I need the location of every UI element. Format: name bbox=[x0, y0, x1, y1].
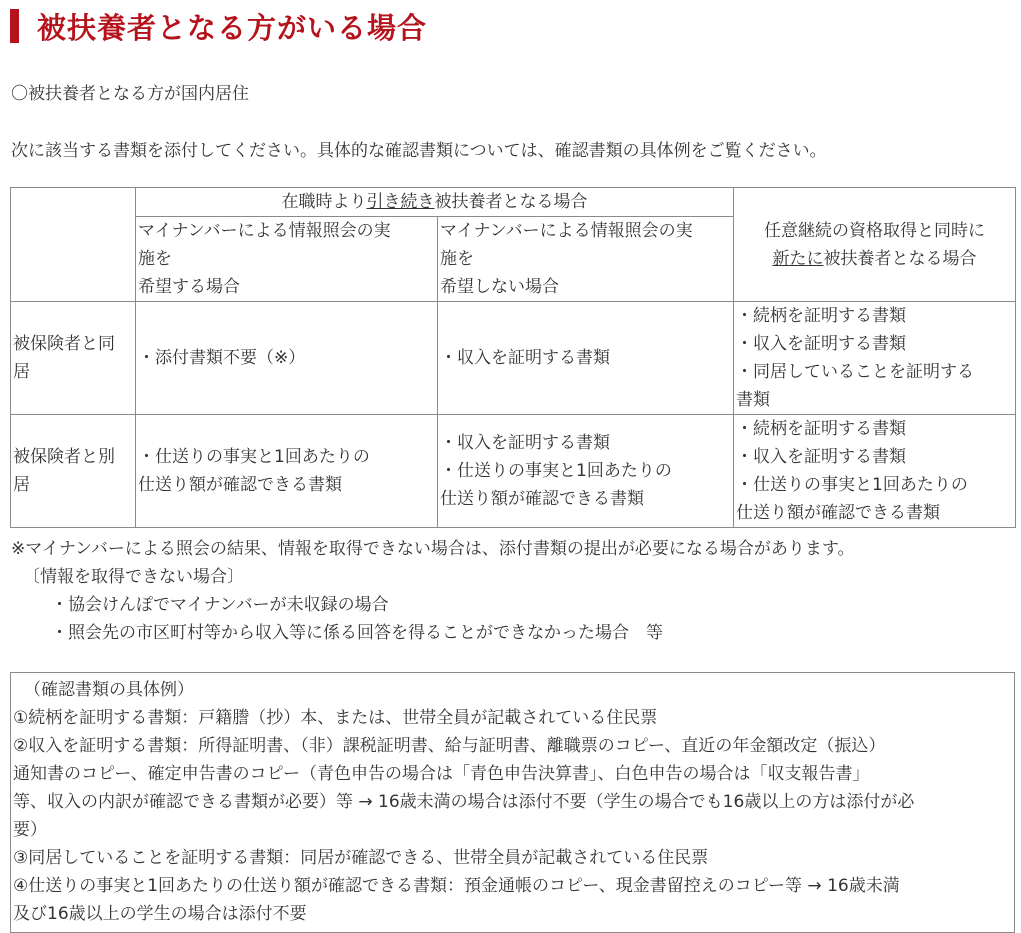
cell-cohabiting-mynumber-yes: ・添付書類不要（※） bbox=[136, 302, 438, 415]
table-header-row-1 bbox=[11, 188, 1016, 217]
examples-title: （確認書類の具体例） bbox=[24, 680, 194, 700]
heading-accent-bar bbox=[10, 9, 19, 43]
table-row-separate bbox=[11, 415, 1016, 528]
subheading-domestic: 〇被扶養者となる方が国内居住 bbox=[11, 84, 249, 104]
intro-text: 次に該当する書類を添付してください。具体的な確認書類については、確認書類の具体例をご覧ください。 bbox=[11, 141, 827, 161]
underlined-aratani: 新たに bbox=[772, 248, 824, 269]
row-label-separate: 被保険者と別 居 bbox=[11, 415, 136, 528]
example-line: ④仕送りの事実と1回あたりの仕送り額が確認できる書類：預金通帳のコピー、現金書留控えのコピー等 → 16歳未満 bbox=[13, 876, 900, 896]
footnote-item: ・照会先の市区町村等から収入等に係る回答を得ることができなかった場合 等 bbox=[51, 623, 663, 643]
cell-cohabiting-new: ・続柄を証明する書類 ・収入を証明する書類 ・同居していることを証明する 書類 bbox=[734, 302, 1016, 415]
section-title: 被扶養者となる方がいる場合 bbox=[37, 10, 428, 45]
example-line: ②収入を証明する書類：所得証明書、（非）課税証明書、給与証明書、離職票のコピー、直近の年金額改定（振込） bbox=[13, 736, 886, 756]
header-mynumber-no: マイナンバーによる情報照会の実 施を 希望しない場合 bbox=[438, 217, 734, 302]
table-row-cohabiting bbox=[11, 302, 1016, 415]
cell-cohabiting-mynumber-no: ・収入を証明する書類 bbox=[438, 302, 734, 415]
example-line: 及び16歳以上の学生の場合は添付不要 bbox=[13, 904, 307, 924]
footnote-subheading: 〔情報を取得できない場合〕 bbox=[23, 567, 244, 587]
example-line: 通知書のコピー、確定申告書のコピー（青色申告の場合は「青色申告決算書」、白色申告の場合は「収支報告書」 bbox=[13, 764, 870, 784]
header-new-dependent: 任意継続の資格取得と同時に 新たに被扶養者となる場合 bbox=[734, 188, 1016, 302]
example-line: ①続柄を証明する書類：戸籍謄（抄）本、または、世帯全員が記載されている住民票 bbox=[13, 708, 658, 728]
header-empty-cell bbox=[11, 188, 136, 302]
header-continuing: 在職時より引き続き被扶養者となる場合 bbox=[136, 188, 734, 217]
footnote-main: ※マイナンバーによる照会の結果、情報を取得できない場合は、添付書類の提出が必要になる場合があります。 bbox=[11, 539, 855, 559]
footnote-item: ・協会けんぽでマイナンバーが未収録の場合 bbox=[51, 595, 389, 615]
section-heading bbox=[10, 8, 427, 44]
footnote-block bbox=[11, 535, 855, 647]
underlined-hikitsuzuki: 引き続き bbox=[366, 192, 435, 212]
example-line: ③同居していることを証明する書類：同居が確認できる、世帯全員が記載されている住民票 bbox=[13, 848, 709, 868]
document-examples-box bbox=[10, 672, 1015, 933]
required-documents-table bbox=[10, 187, 1016, 528]
header-mynumber-yes: マイナンバーによる情報照会の実 施を 希望する場合 bbox=[136, 217, 438, 302]
row-label-cohabiting: 被保険者と同 居 bbox=[11, 302, 136, 415]
cell-separate-mynumber-yes: ・仕送りの事実と1回あたりの 仕送り額が確認できる書類 bbox=[136, 415, 438, 528]
cell-separate-new: ・続柄を証明する書類 ・収入を証明する書類 ・仕送りの事実と1回あたりの 仕送り額が確認できる書類 bbox=[734, 415, 1016, 528]
cell-separate-mynumber-no: ・収入を証明する書類 ・仕送りの事実と1回あたりの 仕送り額が確認できる書類 bbox=[438, 415, 734, 528]
example-line: 等、収入の内訳が確認できる書類が必要）等 → 16歳未満の場合は添付不要（学生の場合でも16歳以上の方は添付が必 bbox=[13, 792, 915, 812]
example-line: 要） bbox=[13, 820, 47, 840]
